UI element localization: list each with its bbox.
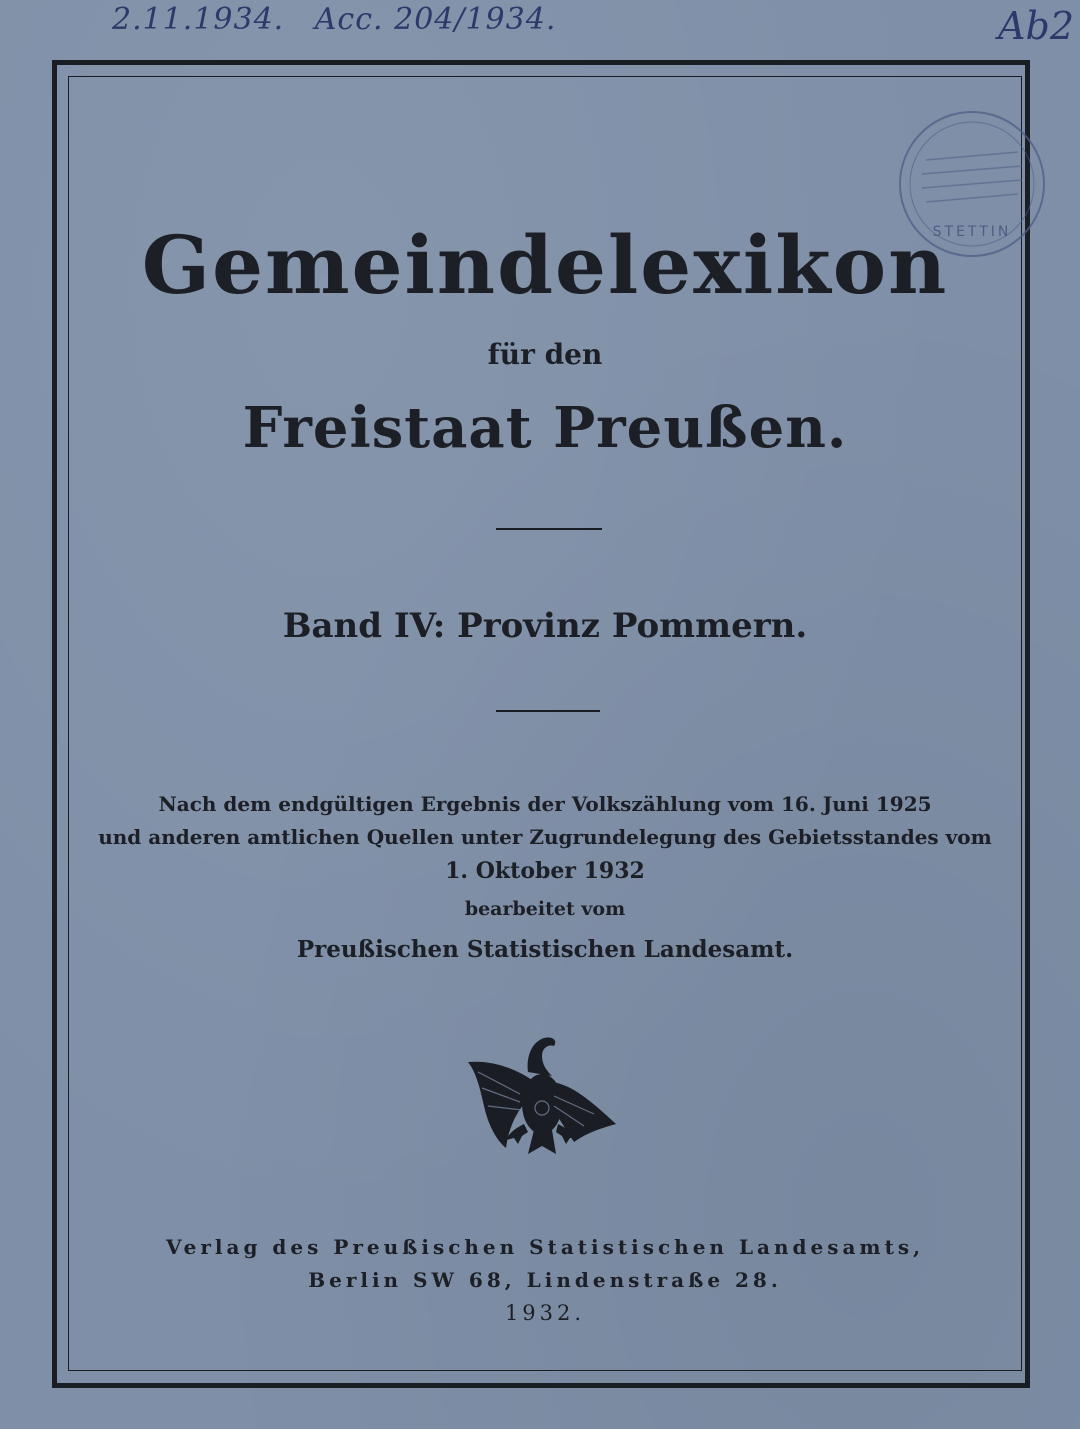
edited-by: bearbeitet vom — [464, 898, 626, 920]
description-line-1: Nach dem endgültigen Ergebnis der Volkszählung vom 16. Juni 1925 — [158, 792, 932, 816]
stamp-city: STETTIN — [932, 224, 1012, 240]
handwritten-accession: Acc. 204/1934. — [314, 2, 557, 37]
page-title: Gemeindelexikon — [141, 218, 949, 312]
statistical-office: Preußischen Statistischen Landesamt. — [296, 936, 794, 963]
handwritten-shelfmark: Ab2 — [998, 4, 1074, 48]
state-name: Freistaat Preußen. — [242, 395, 848, 461]
reference-date: 1. Oktober 1932 — [445, 858, 645, 884]
divider-bottom — [496, 710, 600, 712]
subtitle-for: für den — [487, 338, 603, 371]
description — [68, 788, 1022, 854]
handwritten-date: 2.11.1934. — [112, 2, 285, 37]
description-line-2: und anderen amtlichen Quellen unter Zugrundelegung des Gebietsstandes vom — [98, 825, 992, 849]
handwritten-annotation — [112, 2, 576, 37]
divider-top — [496, 528, 602, 530]
publisher-line-1: Verlag des Preußischen Statistischen Landesamts, — [165, 1235, 925, 1259]
publisher-line-2: Berlin SW 68, Lindenstraße 28. — [308, 1268, 782, 1292]
publication-year: 1932. — [504, 1301, 586, 1325]
prussian-eagle-icon — [462, 1032, 620, 1158]
volume-title: Band IV: Provinz Pommern. — [282, 606, 808, 646]
